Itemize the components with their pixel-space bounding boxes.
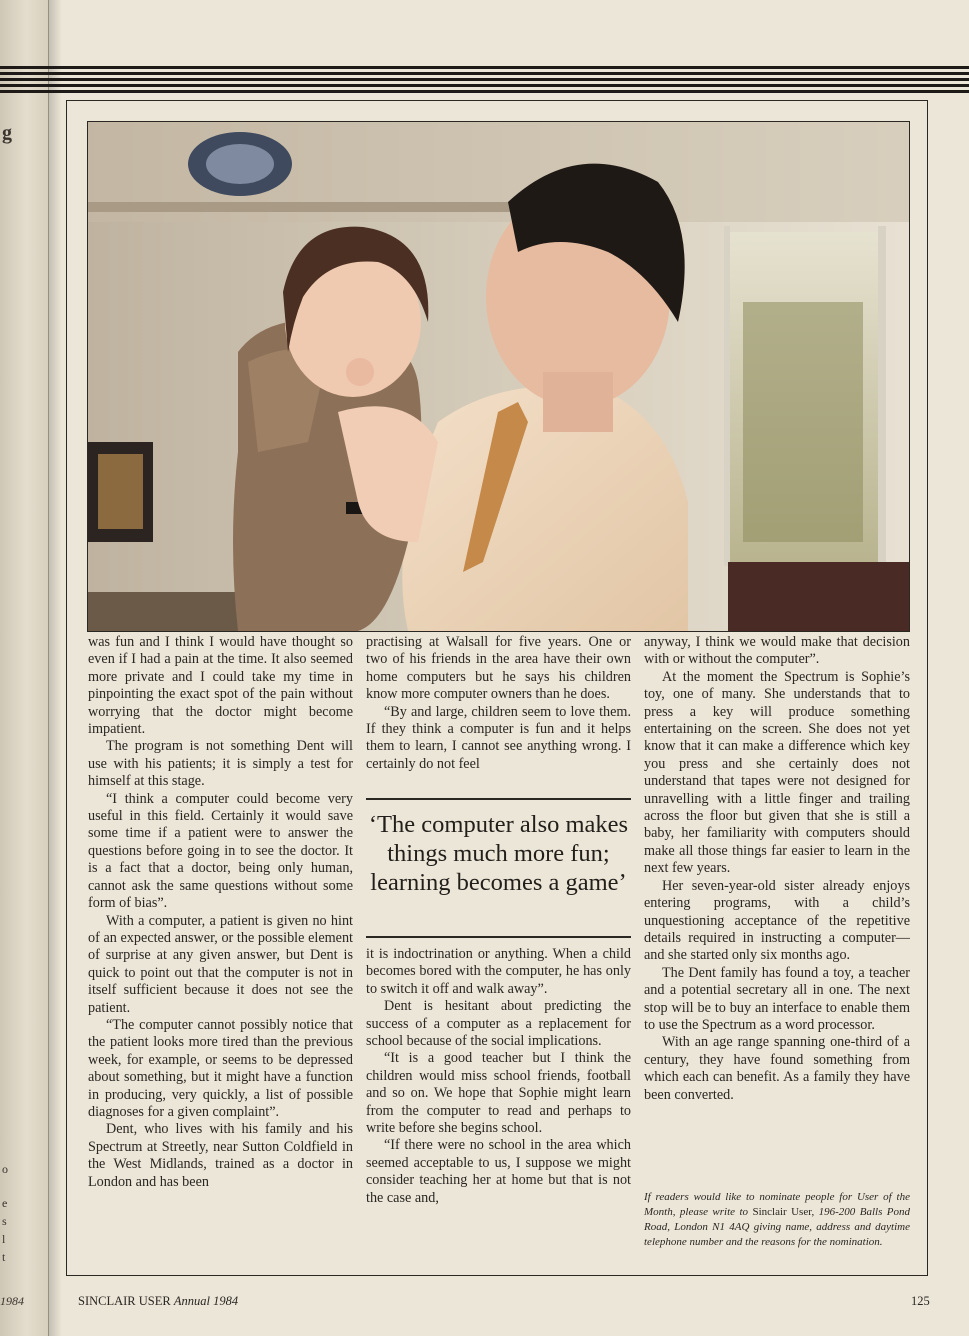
nomination-address: 196-200 Balls Pond Road, London N1 4AQ giving name, address and daytime telephone number and the reasons for the nomination. (644, 1206, 910, 1248)
article-paragraph: The Dent family has found a toy, a teacher and a potential secretary all in one. The next stop will be to buy an interface to enable them to use the Spectrum as a word processor. (644, 964, 910, 1033)
article-column-2-bottom (366, 946, 631, 1207)
spine-letter: s (2, 1214, 7, 1228)
article-paragraph: “It is a good teacher but I think the children would miss school friends, football and so on. We hope that Sophie might learn from the computer to read and perhaps to write before she begins school. (366, 1050, 631, 1137)
pull-quote: ‘The computer also makes things much more fun; learning becomes a game’ (366, 798, 631, 938)
article-paragraph: practising at Walsall for five years. One or two of his friends in the area have their own home computers but he says his children know more computer owners than he does. (366, 634, 631, 703)
previous-page-edge (0, 0, 49, 1336)
header-stripes (48, 66, 969, 100)
footer-masthead (78, 1294, 238, 1309)
spine-letter: o (2, 1162, 8, 1176)
article-paragraph: With an age range spanning one-third of a century, they have found something from which each can benefit. As a family they have been converted. (644, 1034, 910, 1103)
article-paragraph: Dent, who lives with his family and his Spectrum at Streetly, near Sutton Coldfield in the West Midlands, trained as a doctor in London and has been (88, 1121, 353, 1190)
nomination-text: If readers would like to nominate people for User of the Month, please write to (644, 1191, 910, 1218)
article-paragraph: With a computer, a patient is given no hint of an expected answer, or the possible element of surprise at any given answer, but Dent is quick to point out that the computer is not in itself sufficient because it does not see the patient. (88, 912, 353, 1016)
article-column-2-top (366, 634, 631, 773)
article-paragraph: Dent is hesitant about predicting the success of a computer as a replacement for school because of the social implications. (366, 998, 631, 1050)
nomination-note (644, 1190, 910, 1250)
page-number: 125 (911, 1294, 930, 1308)
spine-year: 1984 (0, 1294, 24, 1308)
article-paragraph: “I think a computer could become very useful in this field. Certainly it would save some time if a patient were to answer the questions before going in to see the doctor. It is a fact that a doctor, being only human, cannot ask the same questions without some form of bias”. (88, 790, 353, 912)
article-paragraph: anyway, I think we would make that decision with or without the computer”. (644, 634, 910, 668)
gutter-shadow (48, 0, 62, 1336)
article-paragraph: it is indoctrination or anything. When a child becomes bored with the computer, he has only to switch it off and walk away”. (366, 946, 631, 997)
footer-issue: Annual 1984 (173, 1294, 239, 1308)
article-paragraph: The program is not something Dent will use with his patients; it is simply a test for himself at this stage. (88, 738, 353, 790)
article-column-1 (88, 634, 353, 1191)
article-paragraph: “By and large, children seem to love them. If they think a computer is fun and it helps them to learn, I cannot see anything wrong. I certainly do not feel (366, 703, 631, 772)
article-paragraph: was fun and I think I would have thought so even if I had a pain at the time. It also seemed more private and I could take my time in pinpointing the exact spot of the pain without worrying that the doctor might become impatient. (88, 634, 353, 738)
footer-magazine: SINCLAIR USER (78, 1294, 171, 1308)
spine-letter: e (2, 1196, 8, 1210)
article-paragraph: “The computer cannot possibly notice that the patient looks more tired than the previous week, for example, or seems to be depressed about something, but it might have a function in producing, very quickly, a list of possible diagnoses for a given complaint”. (88, 1016, 353, 1120)
article-column-3 (644, 634, 910, 1104)
article-paragraph: Her seven-year-old sister already enjoys entering programs, with a child’s unquestioning acceptance of the repetitive details required in instructing a computer—and she started only six months ago. (644, 877, 910, 964)
spine-letter: g (2, 122, 12, 144)
nomination-magazine: Sinclair User, (752, 1206, 819, 1218)
article-paragraph: “If there were no school in the area which seemed acceptable to us, I suppose we might consider teaching her at home but that is not the case and, (366, 1137, 631, 1206)
article-paragraph: At the moment the Spectrum is Sophie’s toy, one of many. She understands that to press a key will produce something entertaining on the screen. She does not yet know that it can make a difference which key you press and she certainly does not understand that tapes were not designed for unravelling with a little finger and trailing across the floor but given that she is still a baby, her familiarity with computers should make all those things far easier to learn in the next few years. (644, 668, 910, 877)
spine-letter: t (2, 1250, 6, 1264)
family-photo (87, 121, 910, 632)
spine-letter: l (2, 1232, 6, 1246)
photo-illustration (88, 122, 909, 631)
previous-page-stripes (0, 66, 48, 100)
